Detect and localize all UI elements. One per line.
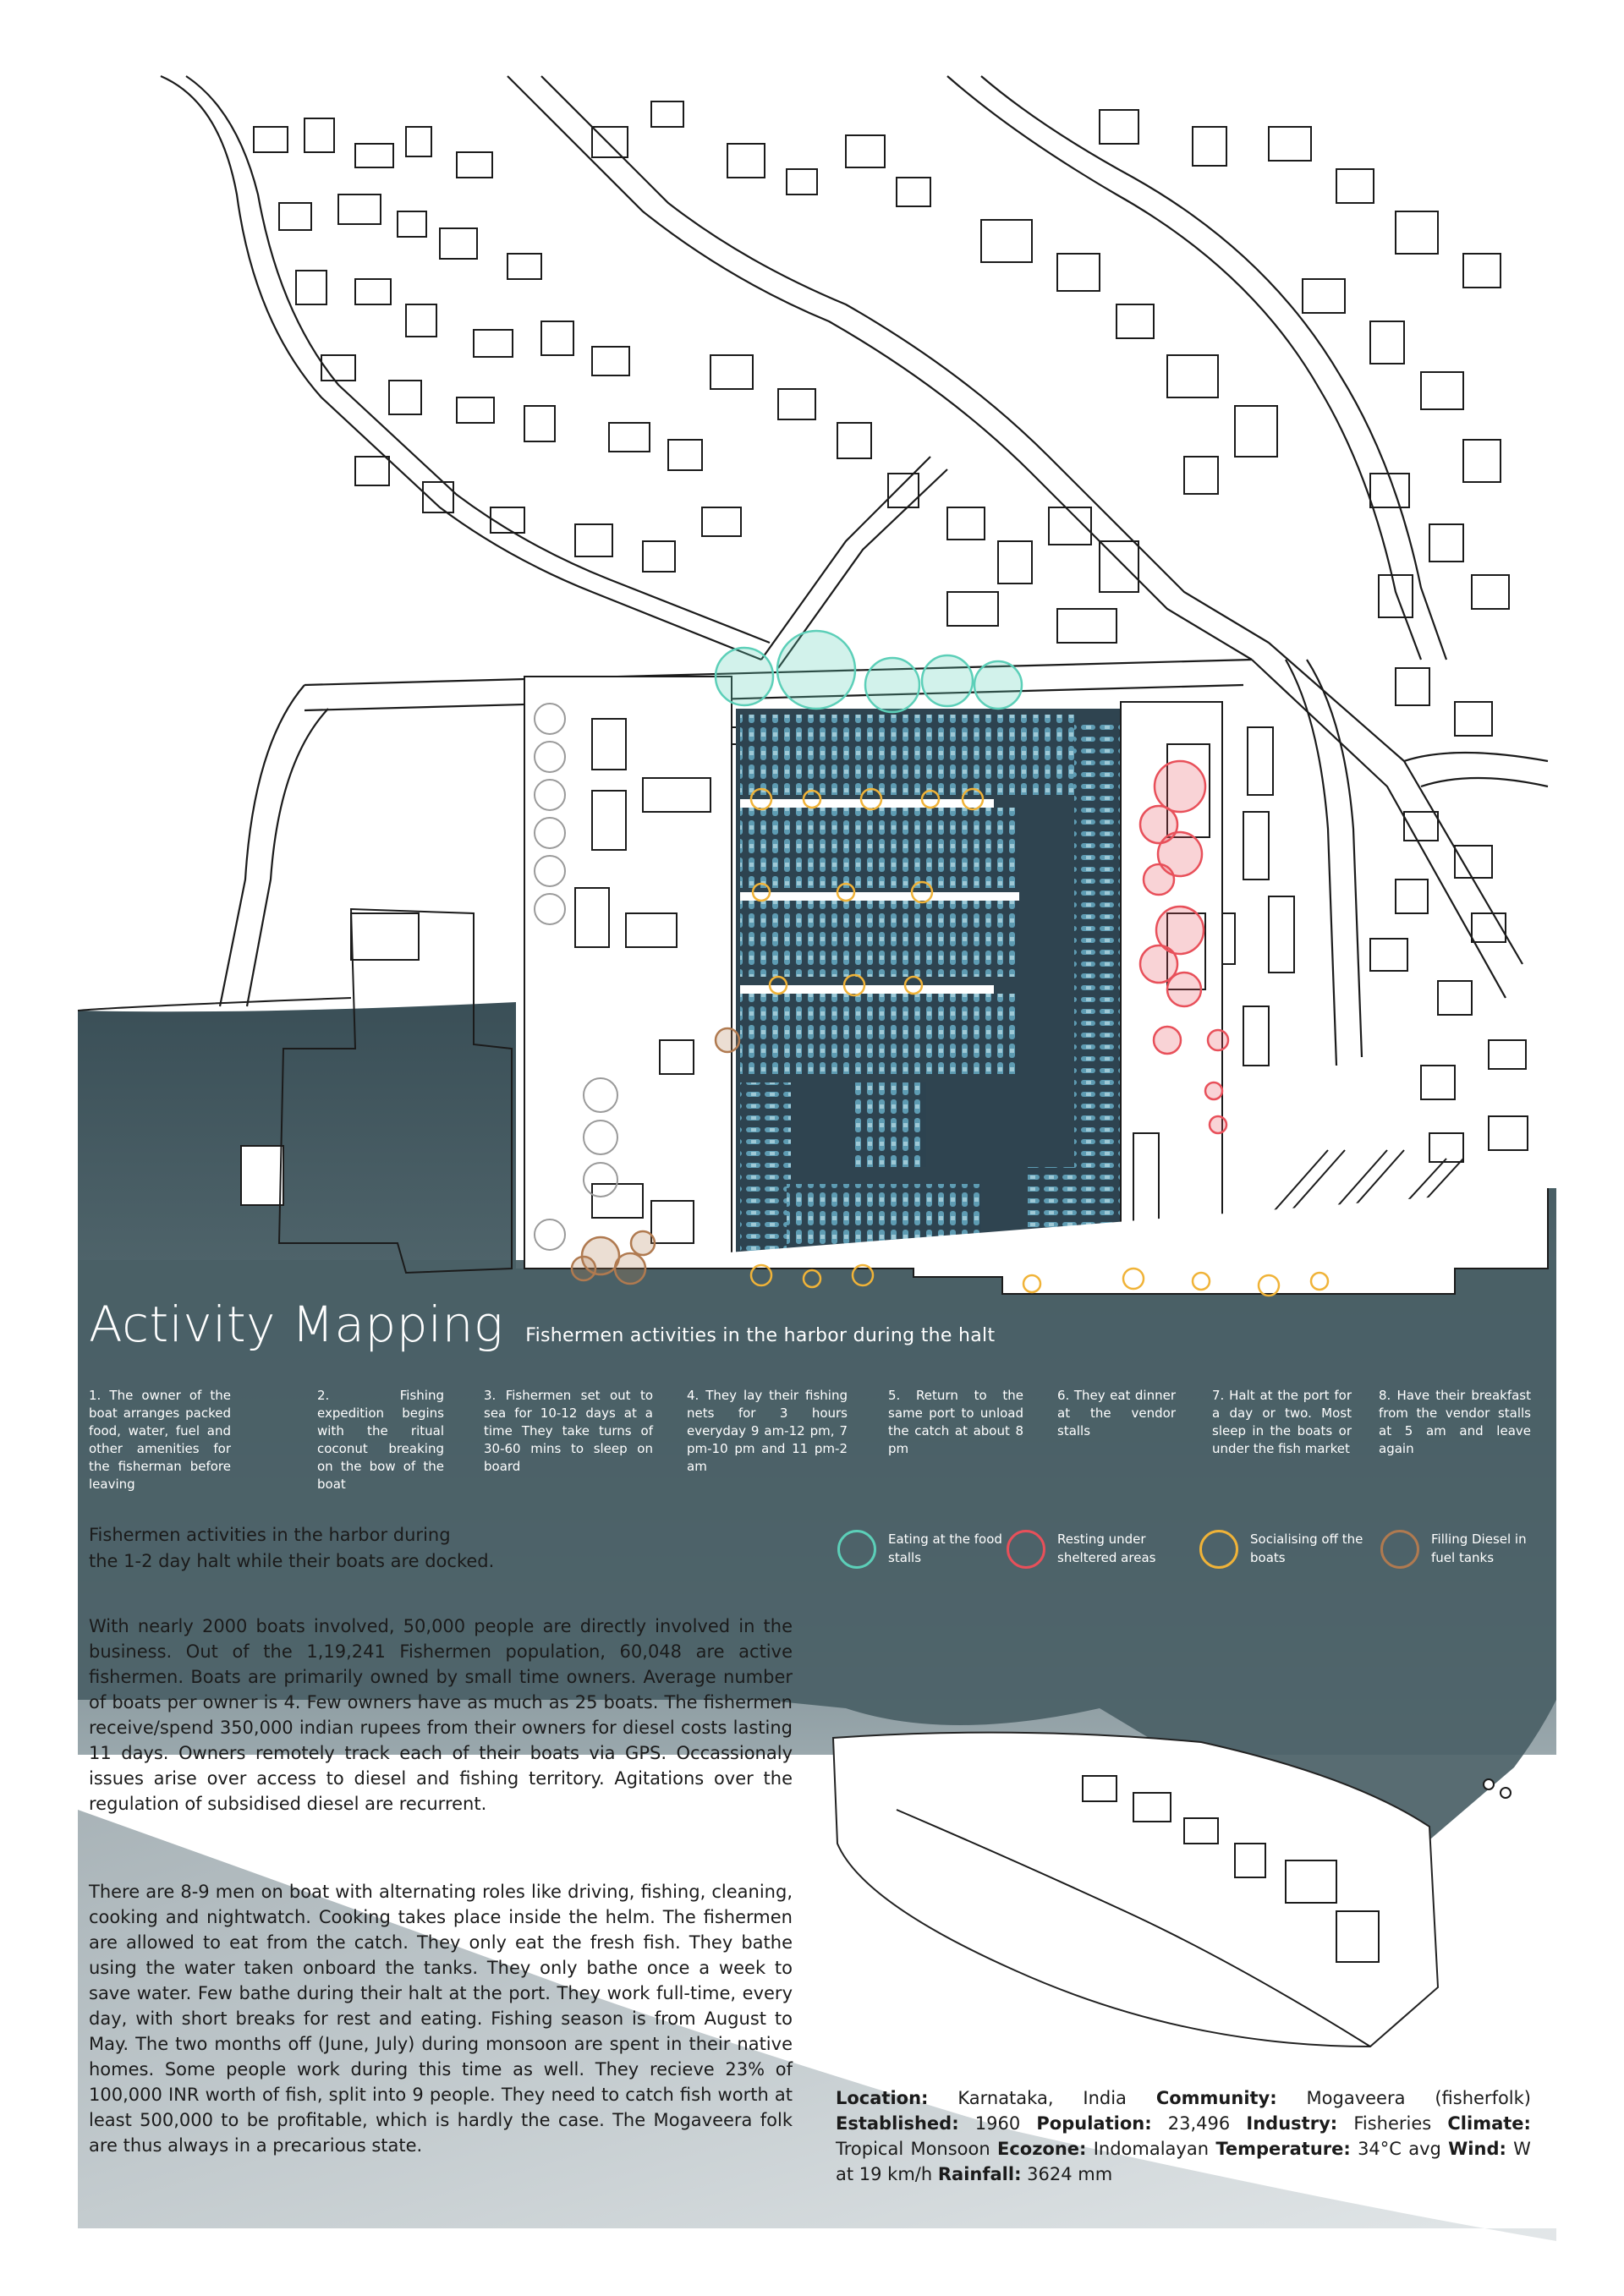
- ecozone-value: Indomalayan: [1093, 2139, 1210, 2159]
- population-value: 23,496: [1167, 2113, 1231, 2134]
- established-label: Established:: [836, 2113, 959, 2134]
- step-6: 6. They eat dinner at the vendor stalls: [1057, 1388, 1176, 1438]
- teal-circle-icon: [837, 1530, 876, 1569]
- legend-diesel: [1380, 1526, 1558, 1579]
- title-block: [89, 1296, 995, 1353]
- page-subtitle: Fishermen activities in the harbor during the halt: [525, 1325, 996, 1346]
- step-1: 1. The owner of the boat arranges packed food, water, fuel and other amenities for the fisherman before leaving: [89, 1388, 231, 1492]
- brown-circle-icon: [1380, 1530, 1419, 1569]
- legend-diesel-label: Filling Diesel in fuel tanks: [1431, 1532, 1527, 1565]
- legend-eating: [837, 1526, 1015, 1579]
- site-facts: [836, 2085, 1531, 2187]
- industry-value: Fisheries: [1353, 2113, 1432, 2134]
- paragraph-business: With nearly 2000 boats involved, 50,000 people are directly involved in the business. Out of the 1,19,241 Fishermen population, 60,048 are active fishermen. Boats are primarily owned by small time owners. Average number of boats per owner is 4. Few owners have as much as 25 boats. The fishermen receive/spend 350,000 indian rupees from their owners for diesel costs lasting 11 days. Owners remotely track each of their boats via GPS. Occassionaly issues arise over access to diesel and fishing territory. Agitations over the regulation of subsidised diesel are recurrent.: [89, 1616, 793, 1814]
- ecozone-label: Ecozone:: [996, 2139, 1087, 2159]
- legend-socialising: [1199, 1526, 1377, 1579]
- offshore-buoys: [1484, 1779, 1511, 1798]
- intro-line-2: the 1-2 day halt while their boats are docked.: [89, 1551, 495, 1571]
- climate-value: Tropical Monsoon: [836, 2139, 990, 2159]
- climate-label: Climate:: [1447, 2113, 1531, 2134]
- step-8: 8. Have their breakfast from the vendor stalls at 5 am and leave again: [1379, 1388, 1531, 1456]
- yellow-circle-icon: [1199, 1530, 1238, 1569]
- community-label: Community:: [1155, 2088, 1277, 2108]
- intro-line-1: Fishermen activities in the harbor during: [89, 1525, 451, 1545]
- page-title: Activity Mapping: [89, 1296, 504, 1353]
- industry-label: Industry:: [1246, 2113, 1338, 2134]
- rainfall-label: Rainfall:: [937, 2164, 1022, 2184]
- step-3: 3. Fishermen set out to sea for 10-12 days at a time They take turns of 30-60 mins to sleep on board: [484, 1388, 653, 1474]
- legend-resting-label: Resting under sheltered areas: [1057, 1532, 1156, 1565]
- legend-socialising-label: Socialising off the boats: [1250, 1532, 1363, 1565]
- step-4: 4. They lay their fishing nets for 3 hours everyday 9 am-12 pm, 7 pm-10 pm and 11 pm-2 am: [687, 1388, 848, 1474]
- rainfall-value: 3624 mm: [1027, 2164, 1113, 2184]
- step-7: 7. Halt at the port for a day or two. Most sleep in the boats or under the fish market: [1212, 1388, 1352, 1456]
- step-2: 2. Fishing expedition begins with the ritual coconut breaking on the bow of the boat: [317, 1388, 444, 1492]
- harbor-compound: [524, 677, 732, 1269]
- wind-value: W at 19 km/h: [836, 2139, 1531, 2184]
- wind-label: Wind:: [1448, 2139, 1506, 2159]
- red-circle-icon: [1007, 1530, 1045, 1569]
- eating-activity-circles: [716, 631, 1022, 712]
- legend-eating-label: Eating at the food stalls: [888, 1532, 1002, 1565]
- paragraph-life-on-boat: There are 8-9 men on boat with alternating roles like driving, fishing, cleaning, cooking and nightwatch. Cooking takes place inside the helm. The fishermen are allowed to eat from the catch. They only eat the fresh fish. They bathe using the water taken onboard the tanks. They only bathe once a week to save water. Few bathe during their halt at the port. They work full-time, every day, with short breaks for rest and eating. Fishing season is from August to May. The two months off (June, July) during monsoon are spent in their native homes. Some people work during this time as well. They recieve 23% of 100,000 INR worth of fish, split into 9 people. They need to catch fish worth at least 500,000 to be profitable, which is hardly the case. The Mogaveera folk are thus always in a precarious state.: [89, 1882, 793, 2156]
- community-value: Mogaveera (fisherfolk): [1306, 2088, 1531, 2108]
- temperature-label: Temperature:: [1215, 2139, 1351, 2159]
- population-label: Population:: [1036, 2113, 1152, 2134]
- step-5: 5. Return to the same port to unload the catch at about 8 pm: [888, 1388, 1023, 1456]
- legend-resting: [1007, 1526, 1184, 1579]
- temperature-value: 34°C avg: [1358, 2139, 1441, 2159]
- location-value: Karnataka, India: [957, 2088, 1127, 2108]
- location-label: Location:: [836, 2088, 929, 2108]
- established-value: 1960: [974, 2113, 1021, 2134]
- intro-text: [89, 1522, 562, 1575]
- south-edge-line: [78, 998, 351, 1011]
